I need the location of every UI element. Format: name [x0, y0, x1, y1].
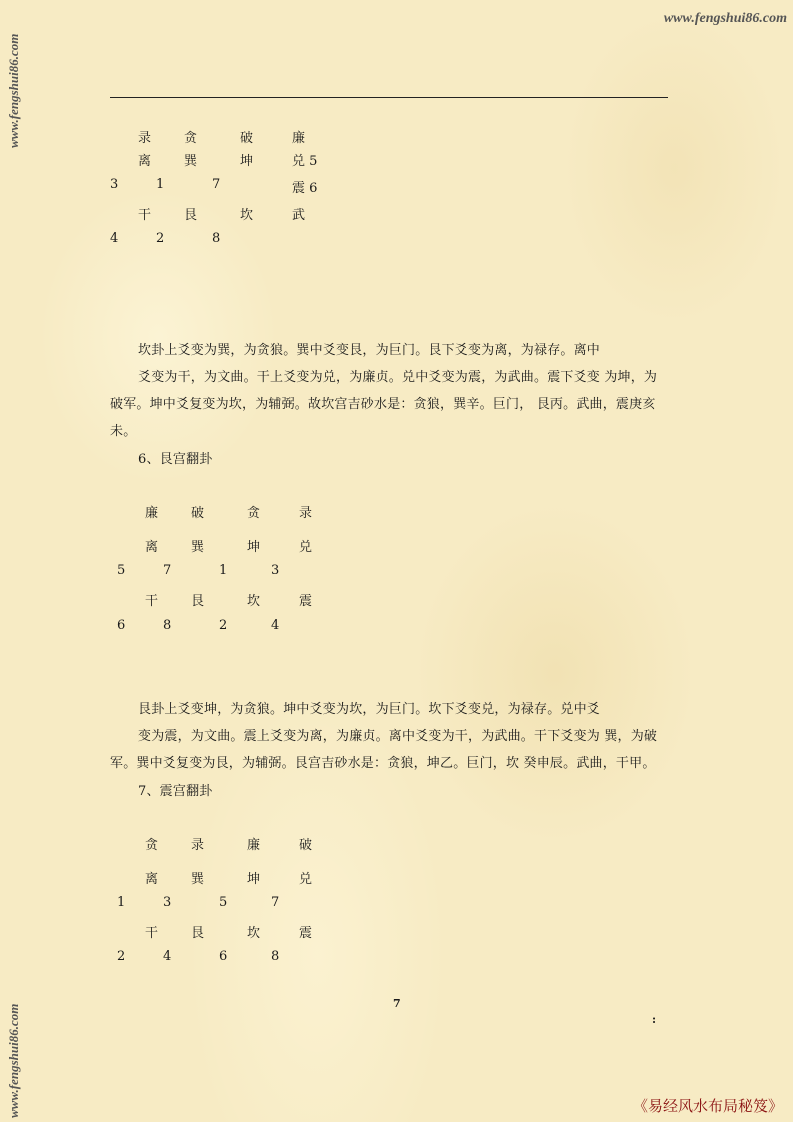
- grid-cell: 震: [299, 926, 313, 941]
- grid-cell: 8: [212, 231, 221, 246]
- header-rule: [110, 97, 668, 98]
- grid-cell: 1: [156, 177, 165, 192]
- grid-cell: 廉: [292, 131, 306, 146]
- page-number: 7: [393, 997, 401, 1010]
- grid-cell: 1: [219, 563, 228, 578]
- grid-cell: 巽: [191, 872, 205, 887]
- grid-cell: 震 6: [292, 181, 318, 196]
- grid-cell: 8: [271, 949, 280, 964]
- grid-cell: 破: [191, 506, 205, 521]
- grid-cell: 艮: [191, 926, 205, 941]
- section-heading-zhen: 7、震宫翻卦: [138, 784, 213, 799]
- grid-cell: 3: [163, 895, 172, 910]
- grid-cell: 坤: [247, 540, 261, 555]
- grid-cell: 干: [138, 208, 152, 223]
- paragraph-line: 变为震，为文曲。震上爻变为离，为廉贞。离中爻变为干，为武曲。干下爻变为 巽，为破: [138, 729, 658, 744]
- grid-cell: 7: [271, 895, 280, 910]
- grid-cell: 兑: [299, 872, 313, 887]
- grid-cell: 5: [117, 563, 126, 578]
- section-heading-gen: 6、艮宫翻卦: [138, 452, 213, 467]
- grid-cell: 录: [299, 506, 313, 521]
- grid-cell: 坎: [247, 926, 261, 941]
- grid-cell: 巽: [184, 154, 198, 169]
- paragraph-line: 坎卦上爻变为巽，为贪狼。巽中爻变艮，为巨门。艮下爻变为离，为禄存。离中: [138, 343, 601, 358]
- grid-cell: 6: [219, 949, 228, 964]
- grid-cell: 兑 5: [292, 154, 318, 169]
- grid-cell: 录: [138, 131, 152, 146]
- grid-cell: 坤: [240, 154, 254, 169]
- grid-cell: 艮: [184, 208, 198, 223]
- grid-cell: 廉: [247, 838, 261, 853]
- grid-cell: 2: [117, 949, 126, 964]
- grid-cell: 离: [145, 540, 159, 555]
- paragraph-line: 未。: [110, 424, 137, 439]
- grid-cell: 贪: [145, 838, 159, 853]
- paragraph-line: 军。巽中爻复变为艮，为辅弼。艮宫吉砂水是：贪狼，坤乙。巨门，坎 癸申辰。武曲，干甲。: [110, 756, 656, 771]
- grid-cell: 坎: [247, 594, 261, 609]
- grid-cell: 5: [219, 895, 228, 910]
- grid-cell: 6: [117, 618, 126, 633]
- grid-cell: 3: [271, 563, 280, 578]
- watermark-side-top: www.fengshui86.com: [6, 33, 21, 148]
- grid-cell: 录: [191, 838, 205, 853]
- watermark-side-bottom: www.fengshui86.com: [6, 1003, 21, 1118]
- grid-cell: 武: [292, 208, 306, 223]
- grid-cell: 坤: [247, 872, 261, 887]
- grid-cell: 贪: [247, 506, 261, 521]
- paragraph-line: 破军。坤中爻复变为坎，为辅弼。故坎宫吉砂水是：贪狼，巽辛。巨门， 艮丙。武曲，震庚亥: [110, 397, 656, 412]
- grid-cell: 1: [117, 895, 126, 910]
- grid-cell: 艮: [191, 594, 205, 609]
- grid-cell: 干: [145, 926, 159, 941]
- grid-cell: 坎: [240, 208, 254, 223]
- grid-cell: 离: [145, 872, 159, 887]
- grid-cell: 兑: [299, 540, 313, 555]
- paragraph-line: 艮卦上爻变坤，为贪狼。坤中爻变为坎，为巨门。坎下爻变兑，为禄存。兑中爻: [138, 702, 601, 717]
- grid-cell: 破: [299, 838, 313, 853]
- watermark-top: www.fengshui86.com: [663, 11, 787, 26]
- grid-cell: 4: [163, 949, 172, 964]
- grid-cell: 破: [240, 131, 254, 146]
- grid-cell: 8: [163, 618, 172, 633]
- grid-cell: 离: [138, 154, 152, 169]
- book-title: 《易经风水布局秘笈》: [632, 1097, 783, 1115]
- grid-cell: 7: [212, 177, 221, 192]
- paragraph-line: 爻变为干，为文曲。干上爻变为兑，为廉贞。兑中爻变为震，为武曲。震下爻变 为坤，为: [138, 370, 658, 385]
- grid-cell: 2: [156, 231, 165, 246]
- grid-cell: 震: [299, 594, 313, 609]
- grid-cell: 7: [163, 563, 172, 578]
- grid-cell: 廉: [145, 506, 159, 521]
- grid-cell: 4: [271, 618, 280, 633]
- grid-cell: 4: [110, 231, 119, 246]
- grid-cell: 巽: [191, 540, 205, 555]
- colon-mark: :: [652, 1013, 657, 1026]
- grid-cell: 2: [219, 618, 228, 633]
- grid-cell: 干: [145, 594, 159, 609]
- grid-cell: 贪: [184, 131, 198, 146]
- grid-cell: 3: [110, 177, 119, 192]
